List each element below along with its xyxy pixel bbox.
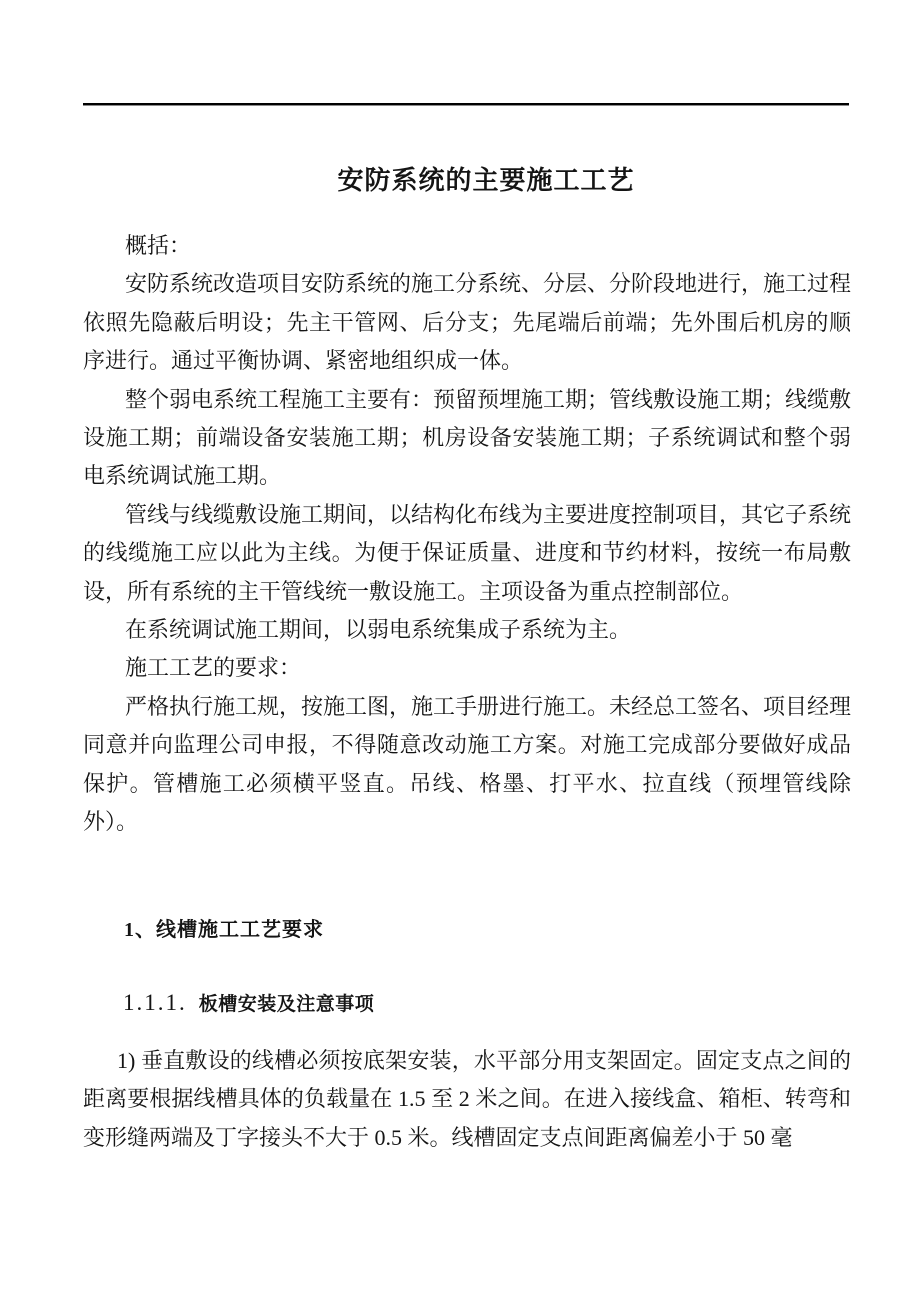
body-text-block bbox=[83, 227, 851, 842]
subsection-title: 板槽安装及注意事项 bbox=[198, 993, 375, 1015]
header-rule bbox=[83, 103, 849, 106]
paragraph-requirements-label: 施工工艺的要求： bbox=[125, 655, 302, 681]
numbered-paragraph-1: 1) 垂直敷设的线槽必须按底架安装，水平部分用支架固定。固定支点之间的距离要根据线槽具体的负载量在 1.5 至 2 米之间。在进入接线盒、箱柜、转弯和变形缝两端及丁字接头不大于 0.5 米。线槽固定支点间距离偏差小于 50 毫 bbox=[83, 1048, 851, 1150]
subsection-number: 1.1.1. bbox=[123, 989, 187, 1015]
numbered-paragraph-block bbox=[83, 1042, 851, 1157]
subsection-heading-trough-install bbox=[123, 987, 374, 1021]
summary-label: 概括： bbox=[125, 233, 192, 258]
paragraph-cabling-control: 管线与线缆敷设施工期间，以结构化布线为主要进度控制项目，其它子系统的线缆施工应以此为主线。为便于保证质量、进度和节约材料，按统一布局敷设，所有系统的主干管线统一敷设施工。主项设备为重点控制部位。 bbox=[83, 501, 852, 604]
paragraph-requirements-detail: 严格执行施工规，按施工图，施工手册进行施工。未经总工签名、项目经理同意并向监理公司申报，不得随意改动施工方案。对施工完成部分要做好成品保护。管槽施工必须横平竖直。吊线、格墨、打平水、拉直线（预埋管线除外）。 bbox=[83, 693, 852, 835]
paragraph-construction-phases: 整个弱电系统工程施工主要有：预留预埋施工期；管线敷设施工期；线缆敷设施工期；前端设备安装施工期；机房设备安装施工期；子系统调试和整个弱电系统调试施工期。 bbox=[83, 386, 852, 489]
document-title: 安防系统的主要施工工艺 bbox=[337, 166, 635, 196]
paragraph-system-debug: 在系统调试施工期间，以弱电系统集成子系统为主。 bbox=[125, 617, 632, 643]
paragraph-overview: 安防系统改造项目安防系统的施工分系统、分层、分阶段地进行，施工过程依照先隐蔽后明设；先主干管网、后分支；先尾端后前端；先外围后机房的顺序进行。通过平衡协调、紧密地组织成一体。 bbox=[83, 271, 852, 374]
section-heading-cable-trough: 1、线槽施工工艺要求 bbox=[124, 918, 324, 941]
